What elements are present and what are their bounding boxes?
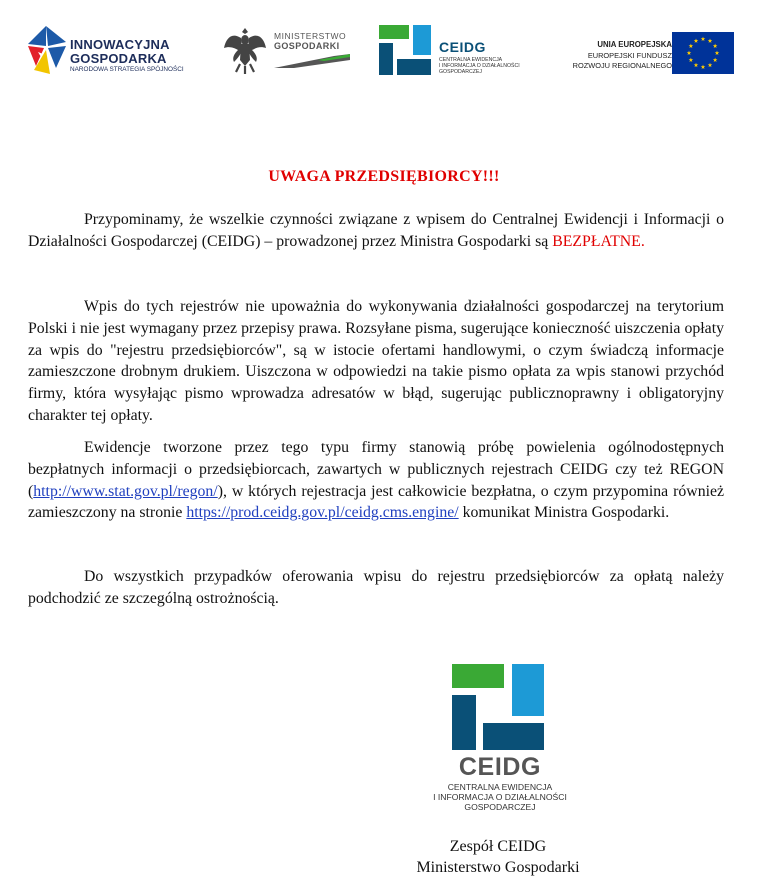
ceidg-squares-large-icon: [452, 664, 544, 750]
ceidg-small-sub3: GOSPODARCZEJ: [439, 69, 482, 76]
ig-line3: NARODOWA STRATEGIA SPÓJNOŚCI: [70, 66, 184, 73]
ceidg-squares-small-icon: [379, 25, 431, 75]
eu-line1: UNIA EUROPEJSKA: [597, 40, 672, 49]
mg-line1: MINISTERSTWO: [274, 31, 347, 41]
paragraph-4: Do wszystkich przypadków oferowania wpisu do rejestru przedsiębiorców za opłatą należy podchodzić ze szczególną ostrożnością.: [28, 568, 724, 607]
ceidg-link[interactable]: https://prod.ceidg.gov.pl/ceidg.cms.engine/: [186, 504, 459, 522]
paragraph-3-part2: ), w których rejestracja jest całkowicie bezpłatna, o czym przypomina również zamieszczony na stronie: [28, 482, 724, 522]
signature-line1: Zespół CEIDG: [449, 838, 547, 855]
eu-text: [573, 40, 672, 70]
ig-line1: INNOWACYJNA: [70, 37, 170, 52]
mg-line2: GOSPODARKI: [274, 41, 340, 51]
ceidg-small-subtitle: [439, 57, 520, 76]
ceidg-large-name: CEIDG: [458, 753, 542, 781]
eu-logo: [560, 28, 740, 78]
ceidg-large-sub1: CENTRALNA EWIDENCJA: [447, 782, 553, 792]
ceidg-logo-large: [408, 662, 592, 812]
document-title: UWAGA PRZEDSIĘBIORCY!!!: [268, 168, 500, 185]
ceidg-large-sub2: I INFORMACJA O DZIAŁALNOŚCI: [433, 792, 567, 802]
signature-line2: Ministerstwo Gospodarki: [416, 859, 580, 876]
ministerstwo-gospodarki-logo: [222, 24, 352, 76]
ceidg-small-sub2: I INFORMACJA O DZIAŁALNOŚCI: [439, 63, 520, 70]
paragraph-3: [28, 437, 724, 524]
ceidg-small-sub1: CENTRALNA EWIDENCJA: [439, 57, 503, 63]
paragraph-3-part3: komunikat Ministra Gospodarki.: [458, 504, 670, 522]
eagle-emblem-icon: [222, 24, 268, 76]
eu-flag-icon: [672, 32, 734, 74]
paragraph-2: Wpis do tych rejestrów nie upoważnia do wykonywania działalności gospodarczej na terytorium Polski i nie jest wymagany przez przepisy prawa. Rozsyłane pisma, sugerujące konieczność uiszczenia opłaty za wpis do "rejestru przedsiębiorców", są w istocie ofertami handlowymi, o czym świadczą informacje zamieszczone drobnym drukiem. Uiszczona w odpowiedzi na takie pismo opłata za wpis stanowi przychód firmy, która wysyłając pismo wprowadza adresatów w błąd, sugerując publicznoprawny i obligatoryjny charakter tej opłaty.: [28, 298, 724, 424]
signature: [380, 836, 616, 878]
header-logos: [0, 0, 768, 90]
ceidg-logo-small: [378, 24, 543, 76]
ceidg-large-subtitle: [408, 782, 592, 812]
eu-line2: EUROPEJSKI FUNDUSZ: [587, 51, 672, 60]
mg-stripe-icon: [274, 54, 350, 68]
ig-line2: GOSPODARKA: [70, 51, 167, 66]
regon-link[interactable]: http://www.stat.gov.pl/regon/: [33, 482, 218, 500]
eu-line3: ROZWOJU REGIONALNEGO: [572, 61, 672, 70]
innowacyjna-gospodarka-logo: [26, 24, 196, 76]
paragraph-3-part1: Ewidencje tworzone przez tego typu firmy stanowią próbę powielenia ogólnodostępnych bezpłatnych informacji o przedsiębiorcach, zawartych w publicznych rejestrach CEIDG czy też REGON (: [28, 439, 724, 500]
bezplatne-highlight: BEZPŁATNE.: [552, 232, 645, 250]
paragraph-1-text: Przypominamy, że wszelkie czynności związane z wpisem do Centralnej Ewidencji i Informacji o Działalności Gospodarczej (CEIDG) – prowadzonej przez Ministra Gospodarki są: [28, 211, 724, 250]
innowacyjna-gospodarka-star-icon: [26, 24, 68, 76]
paragraph-1: [28, 209, 724, 253]
ceidg-small-name: CEIDG: [439, 39, 486, 55]
ceidg-large-sub3: GOSPODARCZEJ: [464, 802, 536, 812]
